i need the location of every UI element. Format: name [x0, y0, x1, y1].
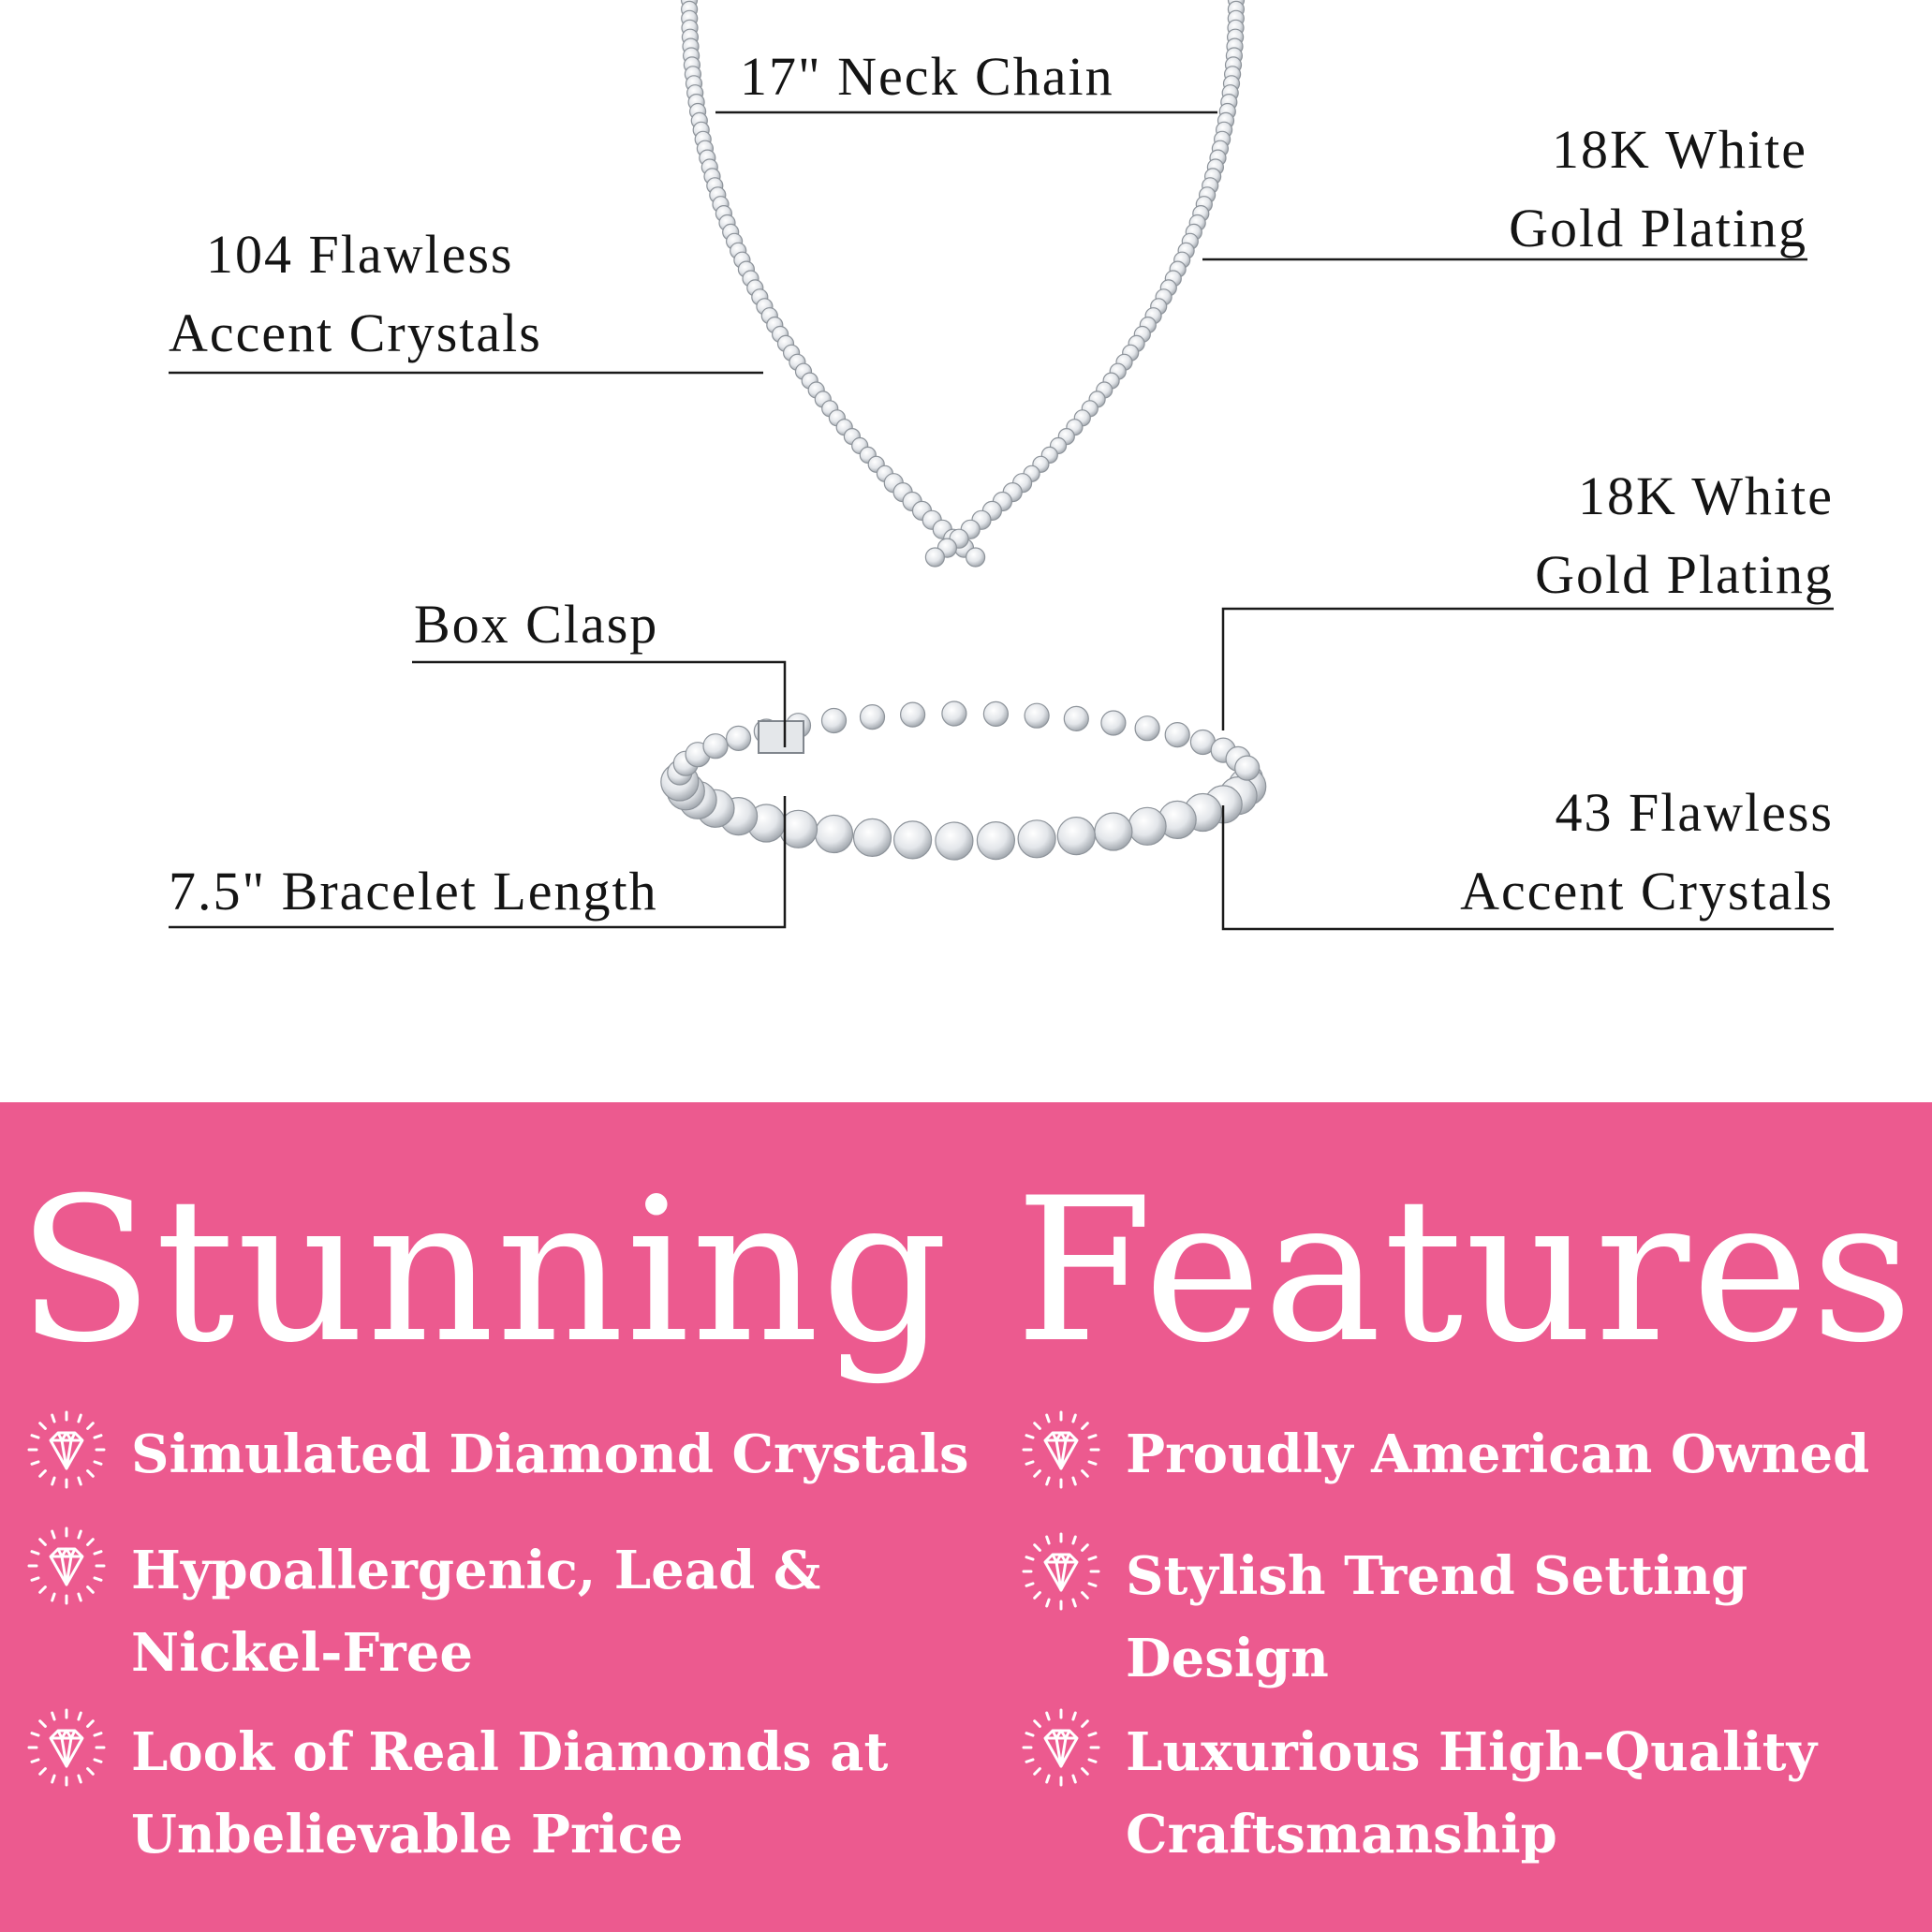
- box-clasp-label: Box Clasp: [414, 594, 659, 655]
- bracelet-crystals-label: 43 Flawless Accent Crystals: [1460, 782, 1834, 922]
- box-clasp: [759, 721, 804, 753]
- diamond-icon: [26, 1707, 107, 1788]
- bracelet-length-label: 7.5" Bracelet Length: [169, 861, 658, 922]
- necklace-crystals-label: 104 Flawless Accent Crystals: [169, 224, 542, 363]
- diamond-icon: [1021, 1531, 1101, 1612]
- diamond-icon: [26, 1526, 107, 1606]
- features-title: Stunning Features: [17, 1155, 1915, 1386]
- features-banner: Stunning Features Simulated Diamond Crystals Proudly American Owned Hypoallergenic, Lead & Nickel-Free Stylish Trend Setting Design Look of Real Diamonds at Unbelievable Price Luxurious High-Quality Craftsmanship: [0, 1102, 1932, 1932]
- bracelet-plating-label: 18K White Gold Plating: [1535, 465, 1834, 605]
- necklace-plating-label: 18K White Gold Plating: [1509, 119, 1807, 258]
- neck-chain-label: 17" Neck Chain: [740, 46, 1114, 107]
- diamond-icon: [1021, 1707, 1101, 1788]
- diamond-icon: [1021, 1409, 1101, 1490]
- diamond-icon: [26, 1409, 107, 1490]
- bracelet-image: [661, 701, 1266, 860]
